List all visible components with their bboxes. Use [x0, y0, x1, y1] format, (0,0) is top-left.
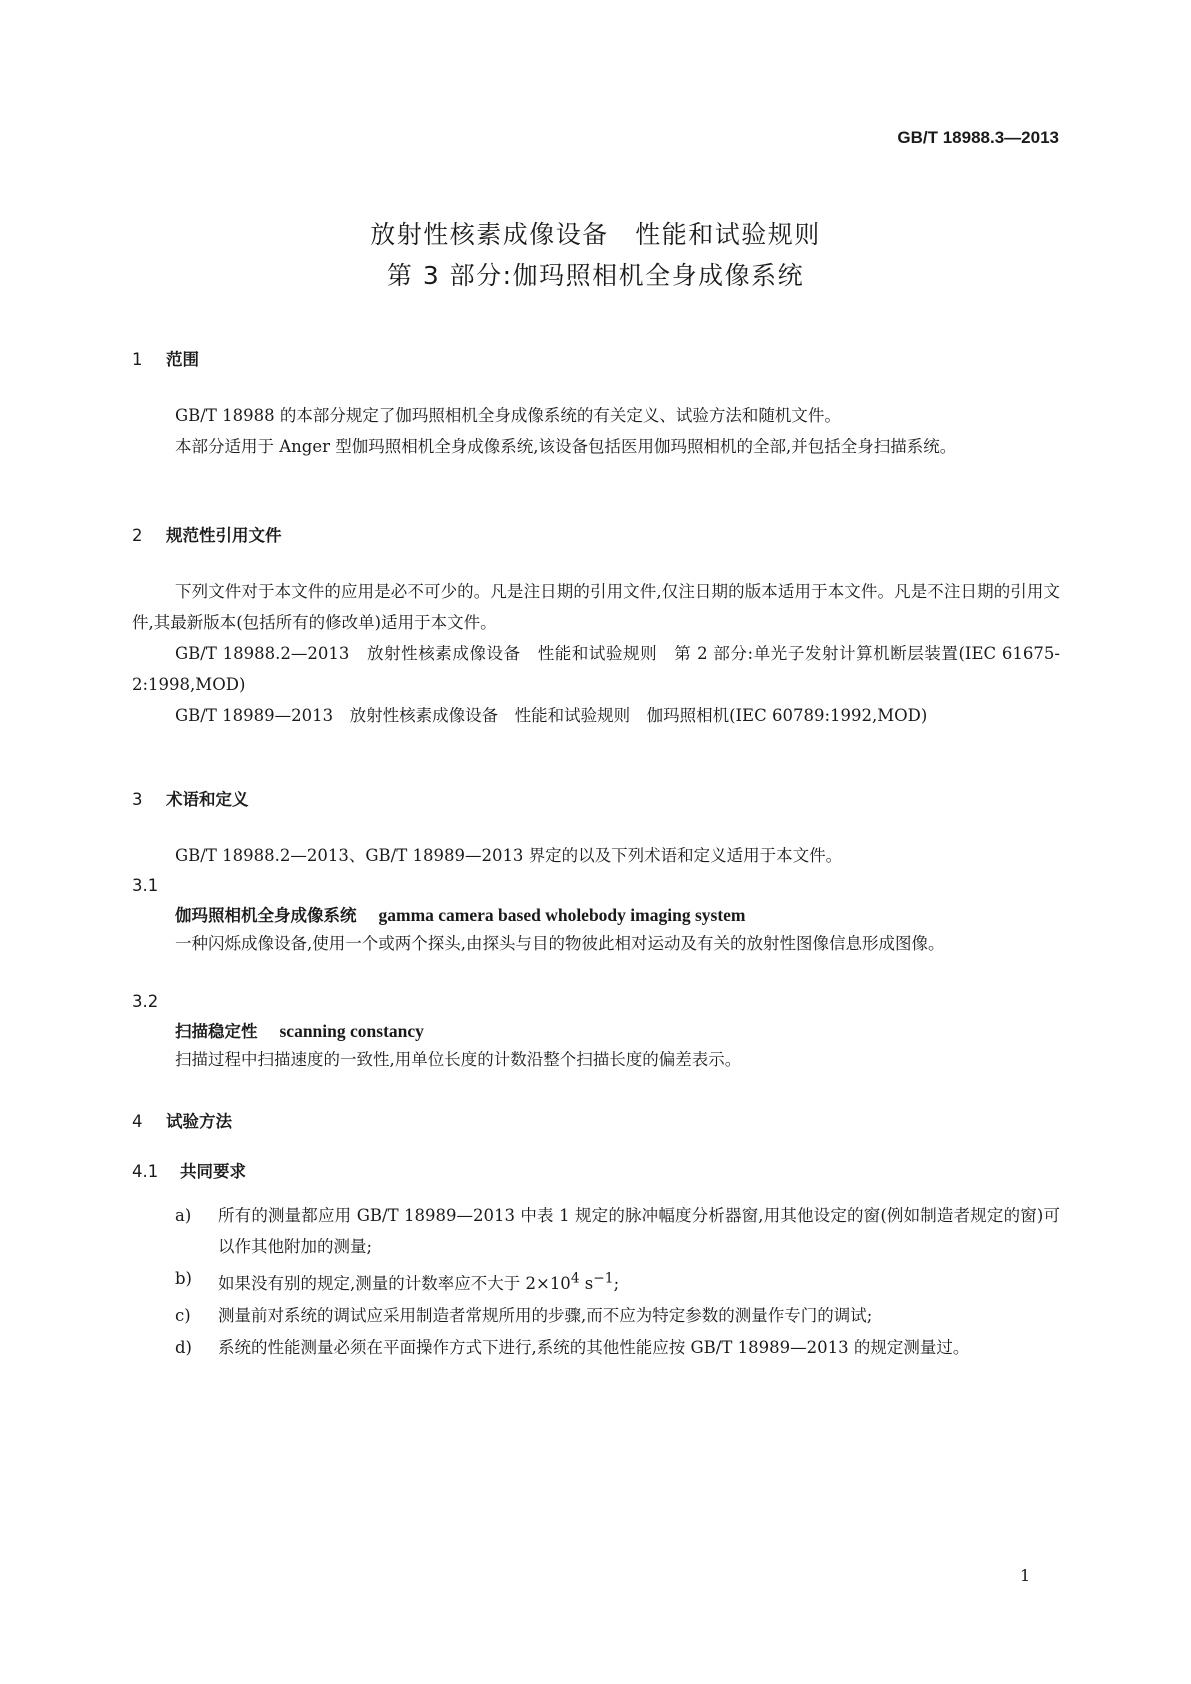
- list-item-label: c): [175, 1305, 191, 1325]
- list-item: [175, 1332, 1060, 1363]
- section-1-body: [132, 400, 1060, 462]
- list-item-text: 所有的测量都应用 GB/T 18989—2013 中表 1 规定的脉冲幅度分析器窗,用其他设定的窗(例如制造者规定的窗)可以作其他附加的测量;: [218, 1206, 1060, 1256]
- paragraph: GB/T 18988.2—2013、GB/T 18989—2013 界定的以及下列术语和定义适用于本文件。: [175, 846, 843, 865]
- paragraph: GB/T 18988 的本部分规定了伽玛照相机全身成像系统的有关定义、试验方法和随机文件。: [175, 406, 841, 425]
- section-title: 规范性引用文件: [166, 526, 282, 545]
- section-number: 3: [132, 790, 143, 809]
- list-item-label: b): [175, 1269, 192, 1288]
- section-3-heading: [132, 786, 249, 810]
- section-number: 2: [132, 526, 143, 545]
- subsection-4-1-heading: [132, 1158, 246, 1182]
- term-entry: [175, 902, 746, 926]
- exponent: −1: [593, 1270, 614, 1286]
- term-number: 3.2: [132, 992, 159, 1011]
- page-number: 1: [1020, 1566, 1031, 1585]
- section-number: 4: [132, 1112, 143, 1131]
- subsection-number: 4.1: [132, 1162, 159, 1181]
- list-item: [175, 1263, 1060, 1299]
- term-definition: 一种闪烁成像设备,使用一个或两个探头,由探头与目的物彼此相对运动及有关的放射性图像信息形成图像。: [175, 934, 945, 953]
- section-2-body: [132, 576, 1060, 731]
- term-english: gamma camera based wholebody imaging system: [378, 905, 746, 925]
- section-2-heading: [132, 522, 282, 546]
- list-item-text: 测量前对系统的调试应采用制造者常规所用的步骤,而不应为特定参数的测量作专门的调试;: [218, 1305, 873, 1325]
- requirements-list: [175, 1200, 1060, 1364]
- section-title: 试验方法: [166, 1112, 232, 1131]
- section-4-heading: [132, 1108, 232, 1132]
- term-number: 3.1: [132, 876, 159, 895]
- section-1-heading: [132, 346, 199, 370]
- section-title: 范围: [166, 350, 199, 369]
- paragraph: 下列文件对于本文件的应用是必不可少的。凡是注日期的引用文件,仅注日期的版本适用于本文件。凡是不注日期的引用文件,其最新版本(包括所有的修改单)适用于本文件。: [132, 582, 1060, 632]
- standard-code: GB/T 18988.3—2013: [897, 128, 1059, 147]
- list-item-label: a): [175, 1206, 192, 1225]
- list-item: [175, 1200, 1060, 1262]
- reference-entry: GB/T 18989—2013 放射性核素成像设备 性能和试验规则 伽玛照相机(IEC 60789:1992,MOD): [175, 706, 928, 725]
- term-entry: [175, 1018, 424, 1042]
- list-item-text: 系统的性能测量必须在平面操作方式下进行,系统的其他性能应按 GB/T 18989—2013 的规定测量过。: [218, 1337, 970, 1357]
- list-item-text: 如果没有别的规定,测量的计数率应不大于 $2\times 10^4$ $s^{-1}$;: [218, 1270, 620, 1293]
- reference-entry: GB/T 18988.2—2013 放射性核素成像设备 性能和试验规则 第 2 部分:单光子发射计算机断层装置(IEC 61675-2:1998,MOD): [132, 644, 1060, 694]
- exponent: 4: [570, 1270, 580, 1286]
- section-number: 1: [132, 350, 143, 369]
- term-definition: 扫描过程中扫描速度的一致性,用单位长度的计数沿整个扫描长度的偏差表示。: [175, 1050, 742, 1069]
- section-title: 术语和定义: [166, 790, 249, 809]
- list-item: [175, 1300, 1060, 1331]
- subsection-title: 共同要求: [180, 1162, 246, 1181]
- term-chinese: 伽玛照相机全身成像系统: [175, 906, 357, 925]
- paragraph: 本部分适用于 Anger 型伽玛照相机全身成像系统,该设备包括医用伽玛照相机的全部,并包括全身扫描系统。: [175, 437, 957, 456]
- document-title-line1: 放射性核素成像设备 性能和试验规则: [370, 220, 821, 249]
- term-english: scanning constancy: [279, 1021, 424, 1041]
- document-title-line2: 第 3 部分:伽玛照相机全身成像系统: [386, 261, 805, 290]
- term-chinese: 扫描稳定性: [175, 1022, 258, 1041]
- list-item-label: d): [175, 1337, 192, 1357]
